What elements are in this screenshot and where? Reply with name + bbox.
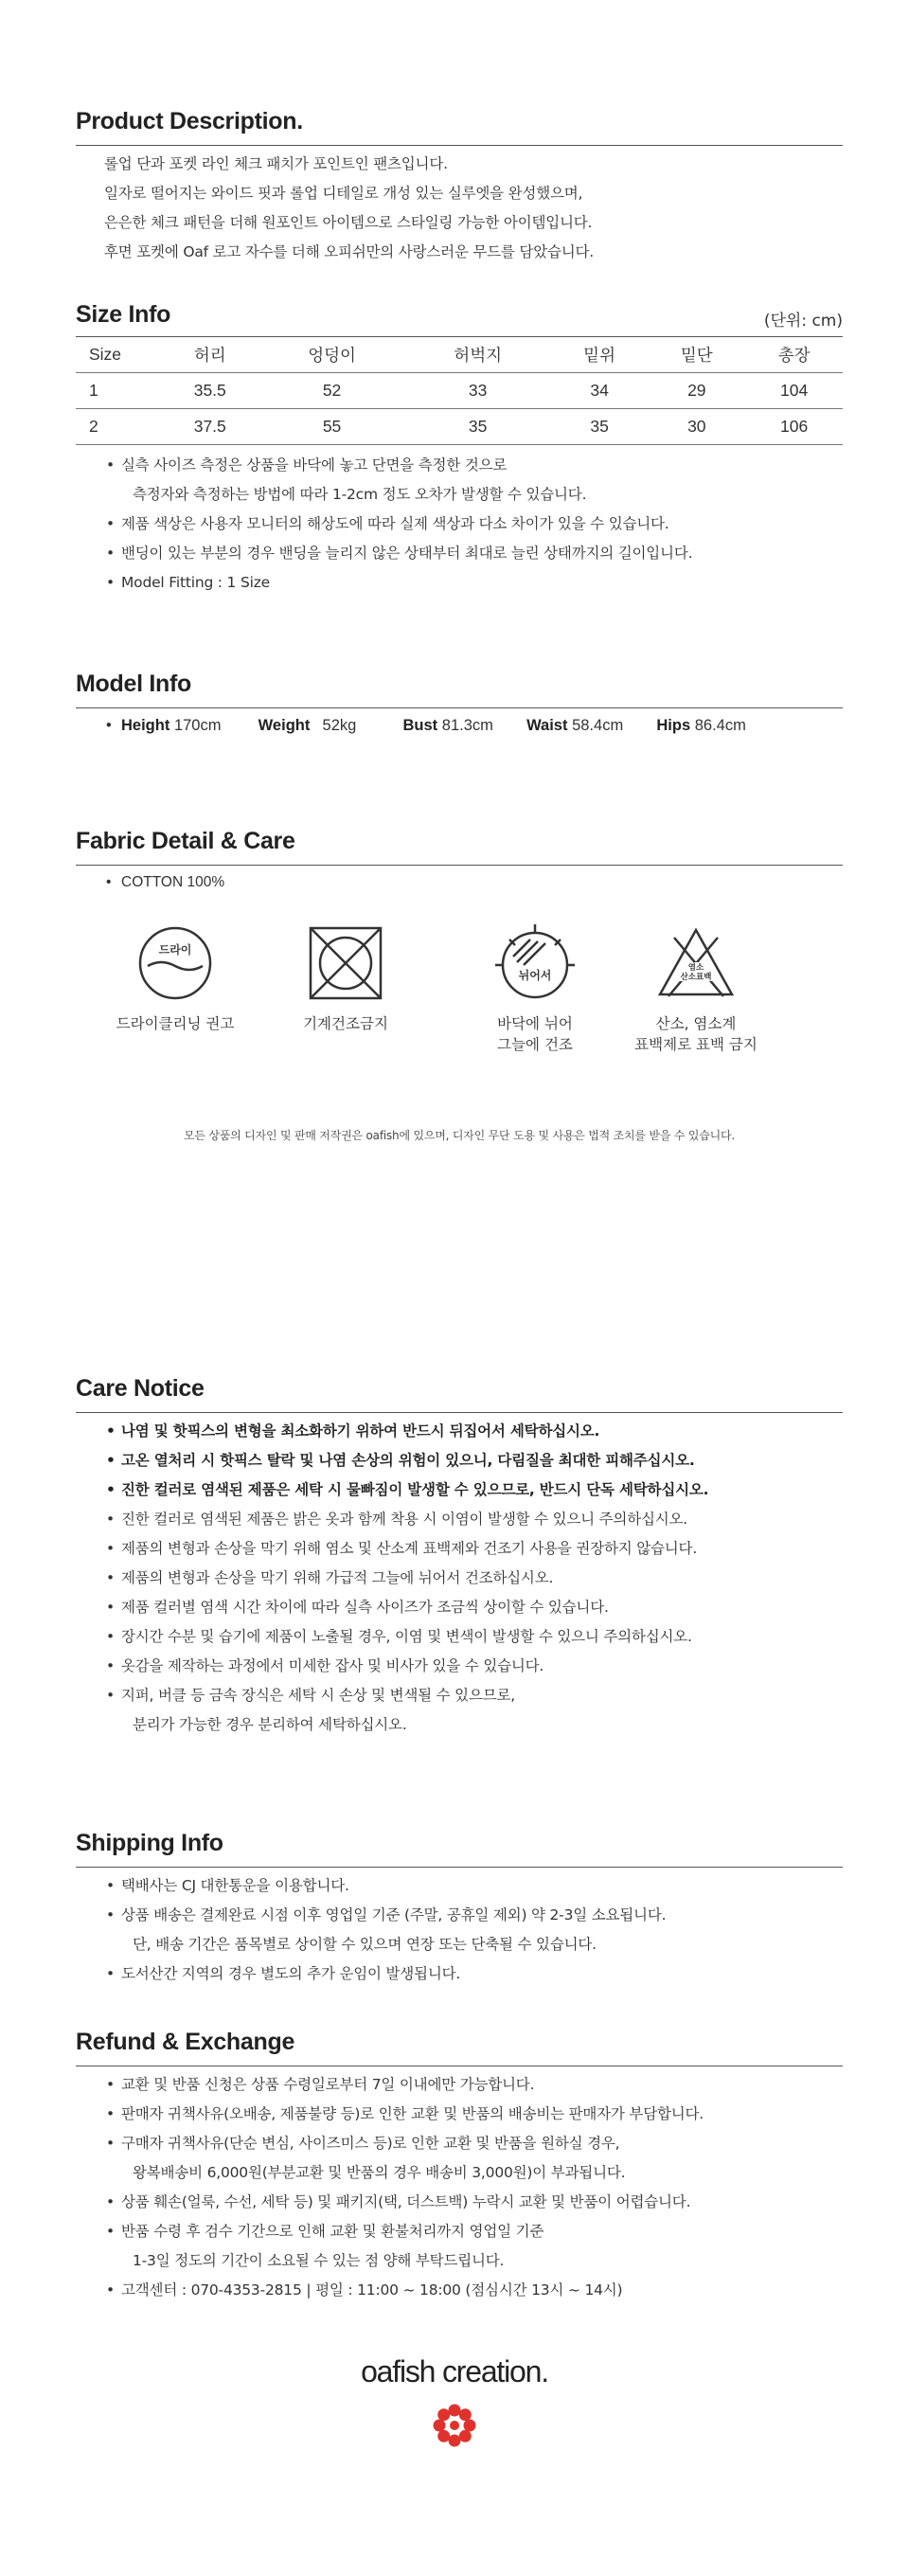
table-cell: 34: [551, 373, 649, 409]
size-info-title: Size Info: [76, 301, 171, 328]
waist-label: Waist: [526, 717, 568, 734]
table-cell: 35: [405, 409, 551, 445]
care-label: 기계건조금지: [303, 1015, 388, 1032]
no-bleach-icon-text: 산소표백: [680, 973, 712, 982]
list-item-continuation: 1-3일 정도의 기간이 소요될 수 있는 점 양해 부탁드립니다.: [133, 2252, 505, 2269]
table-row: [76, 373, 843, 409]
table-header-row: [76, 337, 843, 373]
list-item: • 실측 사이즈 측정은 상품을 바닥에 놓고 단면을 측정한 것으로 측정자와 측정하는 방법에 따라 1-2cm 정도 오차가 발생할 수 있습니다.: [76, 451, 843, 510]
divider: [76, 1412, 843, 1413]
table-header-cell: 총장: [745, 337, 843, 373]
bust-value: 81.3cm: [441, 717, 493, 734]
product-description-text: [76, 146, 843, 267]
care-label: 표백제로 표백 금지: [634, 1036, 758, 1053]
table-header-cell: 밑위: [551, 337, 649, 373]
list-item-text: 고온 열처리 시 핫픽스 탈락 및 나염 손상의 위험이 있으니, 다림질을 최대한 피해주십시오.: [121, 1452, 695, 1469]
list-item-continuation: 왕복배송비 6,000원(부분교환 및 반품의 경우 배송비 3,000원)이 부과됩니다.: [133, 2164, 626, 2181]
list-item-text: 판매자 귀책사유(오배송, 제품불량 등)로 인한 교환 및 반품의 배송비는 판매자가 부담합니다.: [121, 2105, 704, 2122]
list-item: • 고온 열처리 시 핫픽스 탈락 및 나염 손상의 위험이 있으니, 다림질을 최대한 피해주십시오.: [106, 1452, 695, 1469]
table-cell: 35.5: [161, 373, 259, 409]
fabric-composition-text: COTTON 100%: [121, 874, 225, 890]
care-symbol-lay-flat-shade: [454, 921, 615, 1055]
dry-clean-icon: [133, 921, 218, 1006]
description-line: 롤업 단과 포켓 라인 체크 패치가 포인트인 팬츠입니다.: [104, 155, 448, 172]
list-item: • 옷감을 제작하는 과정에서 미세한 잡사 및 비사가 있을 수 있습니다.: [106, 1657, 544, 1674]
fabric-title: Fabric Detail & Care: [76, 828, 295, 854]
list-item: • 구매자 귀책사유(단순 변심, 사이즈미스 등)로 인한 교환 및 반품을 원하실 경우, 왕복배송비 6,000원(부분교환 및 반품의 경우 배송비 3,000원)이 부과됩니다.: [76, 2129, 843, 2188]
shipping-list: [76, 1871, 843, 1989]
table-cell: 37.5: [161, 409, 259, 445]
fabric-composition: • COTTON 100%: [106, 874, 225, 890]
list-item: • 상품 배송은 결제완료 시점 이후 영업일 기준 (주말, 공휴일 제외) 약 2-3일 소요됩니다. 단, 배송 기간은 품목별로 상이할 수 있으며 연장 또는 단축될 수 있습니다.: [76, 1901, 843, 1959]
description-line: 후면 포켓에 Oaf 로고 자수를 더해 오피쉬만의 사랑스러운 무드를 담았습니다.: [104, 243, 595, 260]
list-item: • 제품의 변형과 손상을 막기 위해 가급적 그늘에 뉘어서 건조하십시오.: [106, 1569, 554, 1586]
bust-label: Bust: [402, 717, 438, 734]
table-cell: 29: [648, 373, 745, 409]
dry-clean-icon-text: 드라이: [158, 943, 192, 957]
list-item: • 상품 훼손(얼룩, 수선, 세탁 등) 및 패키지(택, 더스트백) 누락시 교환 및 반품이 어렵습니다.: [106, 2193, 691, 2210]
table-header-cell: 허리: [161, 337, 259, 373]
shipping-title: Shipping Info: [76, 1830, 223, 1856]
size-info-section: [76, 301, 843, 598]
list-item-text: 제품 색상은 사용자 모니터의 해상도에 따라 실제 색상과 다소 차이가 있을 수 있습니다.: [121, 515, 669, 532]
list-item-text: 반품 수령 후 검수 기간으로 인해 교환 및 환불처리까지 영업일 기준: [121, 2223, 544, 2240]
size-table: [76, 336, 843, 445]
hips-value: 86.4cm: [694, 717, 746, 734]
divider: [76, 865, 843, 866]
list-item: • 고객센터 : 070-4353-2815 | 평일 : 11:00 ~ 18:00 (점심시간 13시 ~ 14시): [106, 2281, 623, 2299]
list-item-text: 밴딩이 있는 부분의 경우 밴딩을 늘리지 않은 상태부터 최대로 늘린 상태까지의 길이입니다.: [121, 545, 693, 562]
size-notes-list: [76, 451, 843, 598]
height-value: 170cm: [173, 717, 222, 734]
list-item-text: 상품 배송은 결제완료 시점 이후 영업일 기준 (주말, 공휴일 제외) 약 2-3일 소요됩니다.: [121, 1906, 667, 1923]
list-item-text: 고객센터 : 070-4353-2815 | 평일 : 11:00 ~ 18:00 (점심시간 13시 ~ 14시): [121, 2281, 623, 2299]
table-cell: 106: [745, 409, 843, 445]
list-item: • 진한 컬러로 염색된 제품은 밝은 옷과 함께 착용 시 이염이 발생할 수 있으니 주의하십시오.: [106, 1511, 688, 1528]
brand-logo: oafish creation.: [361, 2354, 548, 2388]
list-item: • 밴딩이 있는 부분의 경우 밴딩을 늘리지 않은 상태부터 최대로 늘린 상태까지의 길이입니다.: [106, 545, 693, 562]
list-item: • 장시간 수분 및 습기에 제품이 노출될 경우, 이염 및 변색이 발생할 수 있으니 주의하십시오.: [106, 1628, 692, 1645]
description-line: 일자로 떨어지는 와이드 핏과 롤업 디테일로 개성 있는 실루엣을 완성했으며,: [104, 185, 583, 202]
weight-value: 52kg: [322, 717, 357, 734]
model-info-section: [76, 671, 843, 740]
lay-flat-icon-text: 뉘어서: [518, 969, 552, 982]
list-item-text: 제품 컬러별 염색 시간 차이에 따라 실측 사이즈가 조금씩 상이할 수 있습니다.: [121, 1599, 609, 1616]
care-label: 바닥에 뉘어: [497, 1015, 573, 1032]
list-item: • 택배사는 CJ 대한통운을 이용합니다.: [106, 1877, 349, 1894]
list-item-text: 구매자 귀책사유(단순 변심, 사이즈미스 등)로 인한 교환 및 반품을 원하실 경우,: [121, 2135, 620, 2152]
weight-label: Weight: [258, 717, 311, 734]
table-cell: 1: [76, 373, 161, 409]
model-measurements: • Height 170cm Weight 52kg Bust 81.3cm Waist 58.4cm Hips 86.4cm: [106, 717, 746, 734]
product-description-title: Product Description.: [76, 108, 303, 134]
list-item: • 반품 수령 후 검수 기간으로 인해 교환 및 환불처리까지 영업일 기준 1-3일 정도의 기간이 소요될 수 있는 점 양해 부탁드립니다.: [76, 2217, 843, 2276]
care-notice-list: [76, 1417, 843, 1740]
list-item-text: 제품의 변형과 손상을 막기 위해 가급적 그늘에 뉘어서 건조하십시오.: [121, 1569, 554, 1586]
table-header-cell: 허벅지: [405, 337, 551, 373]
description-line: 은은한 체크 패턴을 더해 원포인트 아이템으로 스타일링 가능한 아이템입니다.: [104, 214, 593, 231]
waist-value: 58.4cm: [572, 717, 624, 734]
care-label: 산소, 염소계: [655, 1015, 737, 1032]
table-row: [76, 409, 843, 445]
copyright-notice: 모든 상품의 디자인 및 판매 저작권은 oafish에 있으며, 디자인 무단 도용 및 사용은 법적 조치를 받을 수 있습니다.: [183, 1129, 736, 1142]
list-item-text: 장시간 수분 및 습기에 제품이 노출될 경우, 이염 및 변색이 발생할 수 있으니 주의하십시오.: [121, 1628, 692, 1645]
table-cell: 104: [745, 373, 843, 409]
table-header-cell: 엉덩이: [259, 337, 405, 373]
list-item-text: 진한 컬러로 염색된 제품은 세탁 시 물빠짐이 발생할 수 있으므로, 반드시 단독 세탁하십시오.: [121, 1481, 709, 1498]
list-item-text: 진한 컬러로 염색된 제품은 밝은 옷과 함께 착용 시 이염이 발생할 수 있으니 주의하십시오.: [121, 1511, 688, 1528]
list-item: • Model Fitting : 1 Size: [106, 574, 270, 591]
list-item: • 나염 및 핫픽스의 변형을 최소화하기 위하여 반드시 뒤집어서 세탁하십시오.: [106, 1422, 600, 1440]
list-item-text: 도서산간 지역의 경우 별도의 추가 운임이 발생됩니다.: [121, 1965, 461, 1982]
table-cell: 30: [648, 409, 745, 445]
table-cell: 52: [259, 373, 405, 409]
list-item: • 진한 컬러로 염색된 제품은 세탁 시 물빠짐이 발생할 수 있으므로, 반드시 단독 세탁하십시오.: [106, 1481, 709, 1498]
list-item-text: 실측 사이즈 측정은 상품을 바닥에 놓고 단면을 측정한 것으로: [121, 456, 508, 474]
height-label: Height: [121, 717, 170, 734]
list-item-text: 제품의 변형과 손상을 막기 위해 염소 및 산소계 표백제와 건조기 사용을 권장하지 않습니다.: [121, 1540, 698, 1557]
table-header-cell: 밑단: [648, 337, 745, 373]
care-symbols: [76, 921, 843, 1082]
list-item-continuation: 단, 배송 기간은 품목별로 상이할 수 있으며 연장 또는 단축될 수 있습니다.: [133, 1936, 597, 1953]
list-item-text: 옷감을 제작하는 과정에서 미세한 잡사 및 비사가 있을 수 있습니다.: [121, 1657, 544, 1674]
hips-label: Hips: [656, 717, 691, 734]
model-info-title: Model Info: [76, 671, 191, 697]
list-item: • 제품 컬러별 염색 시간 차이에 따라 실측 사이즈가 조금씩 상이할 수 있습니다.: [106, 1599, 609, 1616]
no-tumble-dry-icon: [303, 921, 388, 1006]
list-item-continuation: 측정자와 측정하는 방법에 따라 1-2cm 정도 오차가 발생할 수 있습니다.: [133, 486, 587, 503]
product-description-section: [76, 108, 843, 267]
fabric-section: [76, 828, 843, 897]
refund-list: [76, 2070, 843, 2305]
flower-logo-icon: [431, 2402, 478, 2449]
refund-title: Refund & Exchange: [76, 2029, 295, 2055]
table-cell: 33: [405, 373, 551, 409]
list-item-text: Model Fitting : 1 Size: [121, 574, 270, 591]
table-cell: 35: [551, 409, 649, 445]
care-notice-title: Care Notice: [76, 1375, 205, 1402]
list-item: • 제품 색상은 사용자 모니터의 해상도에 따라 실제 색상과 다소 차이가 있을 수 있습니다.: [106, 515, 669, 532]
divider: [76, 707, 843, 708]
no-bleach-icon-text: 염소: [687, 963, 704, 973]
list-item-text: 교환 및 반품 신청은 상품 수령일로부터 7일 이내에만 가능합니다.: [121, 2076, 535, 2093]
list-item-text: 지퍼, 버클 등 금속 장식은 세탁 시 손상 및 변색될 수 있으므로,: [121, 1687, 516, 1704]
list-item-continuation: 분리가 가능한 경우 분리하여 세탁하십시오.: [133, 1716, 407, 1733]
refund-section: [76, 2029, 843, 2305]
lay-flat-shade-dry-icon: [492, 921, 578, 1006]
no-bleach-icon: [653, 921, 739, 1006]
care-symbol-no-machine-dry: [265, 921, 426, 1034]
care-symbol-dry-clean: [95, 921, 256, 1034]
list-item: • 교환 및 반품 신청은 상품 수령일로부터 7일 이내에만 가능합니다.: [106, 2076, 535, 2093]
care-symbol-no-bleach: [615, 921, 776, 1055]
care-label: 그늘에 건조: [497, 1036, 573, 1053]
table-header-cell: Size: [76, 337, 161, 373]
care-label: 드라이클리닝 권고: [116, 1015, 235, 1032]
list-item: • 도서산간 지역의 경우 별도의 추가 운임이 발생됩니다.: [106, 1965, 461, 1982]
list-item: • 제품의 변형과 손상을 막기 위해 염소 및 산소계 표백제와 건조기 사용을 권장하지 않습니다.: [106, 1540, 698, 1557]
list-item: • 판매자 귀책사유(오배송, 제품불량 등)로 인한 교환 및 반품의 배송비는 판매자가 부담합니다.: [106, 2105, 704, 2122]
list-item-text: 나염 및 핫픽스의 변형을 최소화하기 위하여 반드시 뒤집어서 세탁하십시오.: [121, 1422, 600, 1440]
table-cell: 2: [76, 409, 161, 445]
care-notice-section: [76, 1375, 843, 1740]
list-item-text: 택배사는 CJ 대한통운을 이용합니다.: [121, 1877, 349, 1894]
size-unit-label: (단위: cm): [763, 312, 843, 331]
list-item: • 지퍼, 버클 등 금속 장식은 세탁 시 손상 및 변색될 수 있으므로, 분리가 가능한 경우 분리하여 세탁하십시오.: [76, 1681, 843, 1740]
table-cell: 55: [259, 409, 405, 445]
shipping-section: [76, 1830, 843, 1989]
divider: [76, 1867, 843, 1868]
list-item-text: 상품 훼손(얼룩, 수선, 세탁 등) 및 패키지(택, 더스트백) 누락시 교환 및 반품이 어렵습니다.: [121, 2193, 691, 2210]
